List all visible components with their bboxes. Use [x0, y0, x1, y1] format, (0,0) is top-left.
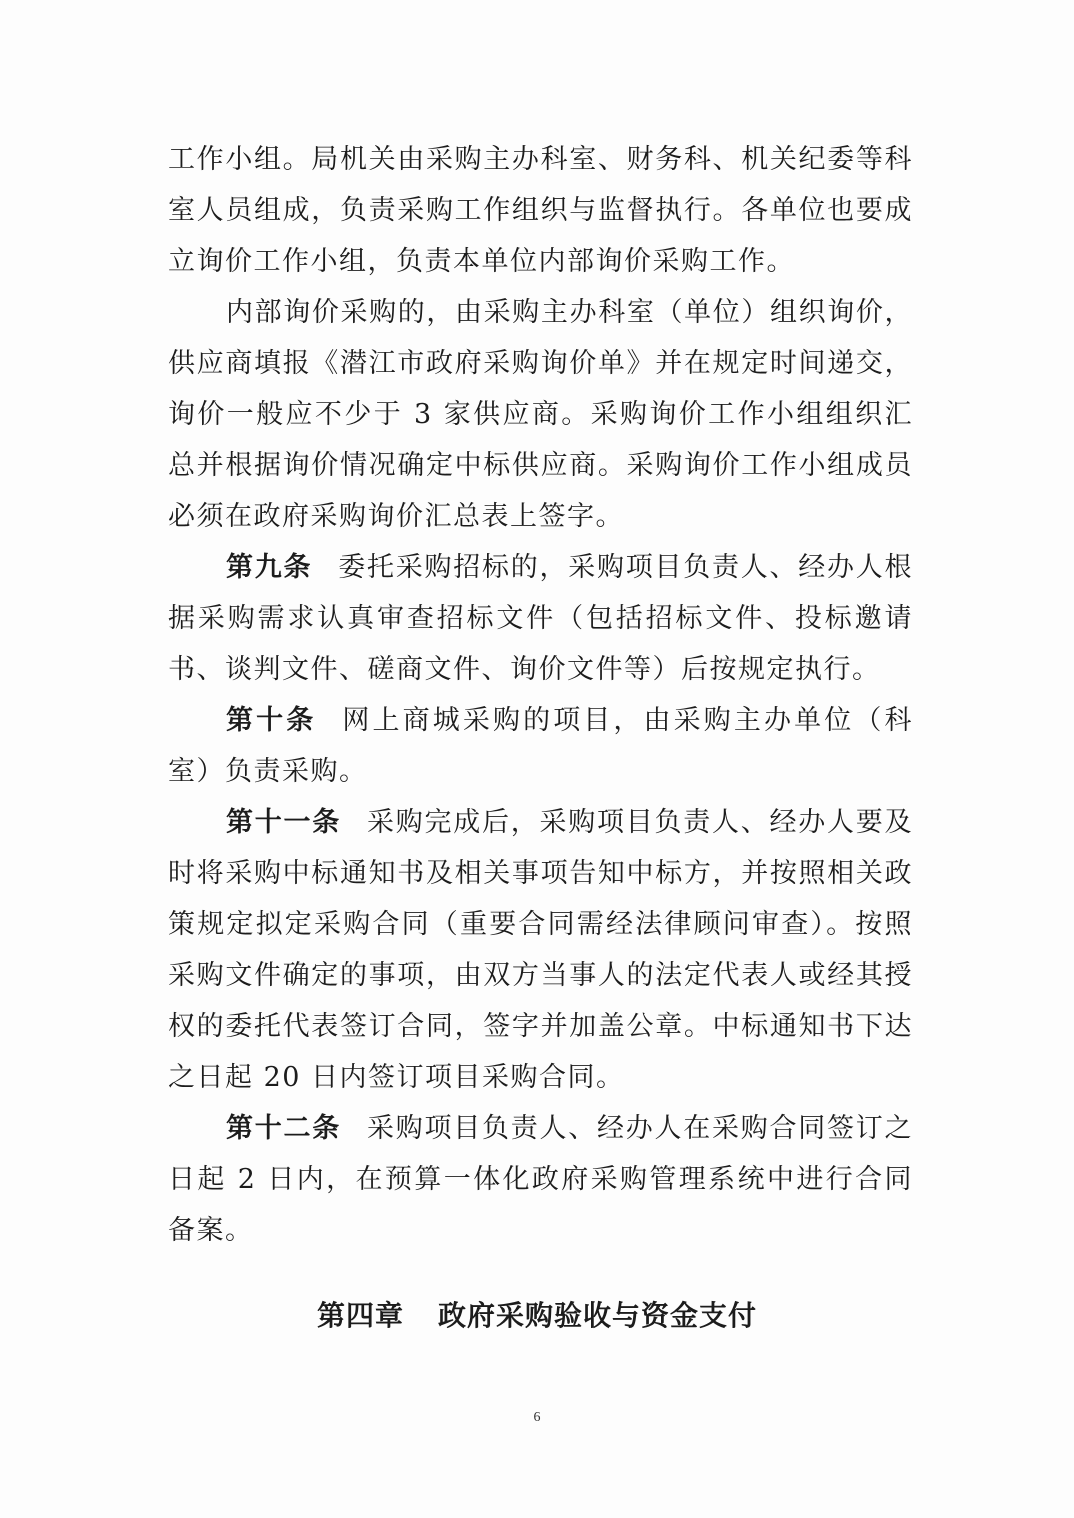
- paragraph-inquiry-procedure: [168, 287, 913, 542]
- paragraph-text: 委托采购招标的，采购项目负责人、经办人根据采购需求认真审查招标文件（包括招标文件、投标邀请书、谈判文件、磋商文件、询价文件等）后按规定执行。: [168, 552, 913, 685]
- paragraph-text: 采购项目负责人、经办人在采购合同签订之日起 2 日内，在预算一体化政府采购管理系统中进行合同备案。: [168, 1113, 913, 1246]
- document-body: [168, 134, 913, 1256]
- chapter-title: 政府采购验收与资金支付: [438, 1299, 758, 1332]
- paragraph-continuation: [168, 134, 913, 287]
- article-label: 第十一条: [226, 807, 341, 838]
- paragraph-text: 采购完成后，采购项目负责人、经办人要及时将采购中标通知书及相关事项告知中标方，并按照相关政策规定拟定采购合同（重要合同需经法律顾问审查）。按照采购文件确定的事项，由双方当事人的法定代表人或经其授权的委托代表签订合同，签字并加盖公章。中标通知书下达之日起 20 日内签订项目采购合同。: [168, 807, 913, 1093]
- article-9: [168, 542, 913, 695]
- article-12: [168, 1103, 913, 1256]
- article-label: 第十二条: [226, 1113, 341, 1144]
- paragraph-text: 内部询价采购的，由采购主办科室（单位）组织询价，供应商填报《潜江市政府采购询价单》并在规定时间递交，询价一般应不少于 3 家供应商。采购询价工作小组组织汇总并根据询价情况确定中标供应商。采购询价工作小组成员必须在政府采购询价汇总表上签字。: [168, 297, 913, 532]
- article-label: 第十条: [226, 705, 317, 736]
- paragraph-text: 网上商城采购的项目，由采购主办单位（科室）负责采购。: [168, 705, 914, 787]
- paragraph-text: 工作小组。局机关由采购主办科室、财务科、机关纪委等科室人员组成，负责采购工作组织与监督执行。各单位也要成立询价工作小组，负责本单位内部询价采购工作。: [168, 144, 913, 277]
- article-label: 第九条: [226, 552, 313, 583]
- article-11: [168, 797, 913, 1103]
- page-number: 6: [533, 1410, 541, 1425]
- chapter-number: 第四章: [316, 1299, 404, 1332]
- article-10: [168, 695, 913, 797]
- chapter-heading: [0, 1296, 1074, 1336]
